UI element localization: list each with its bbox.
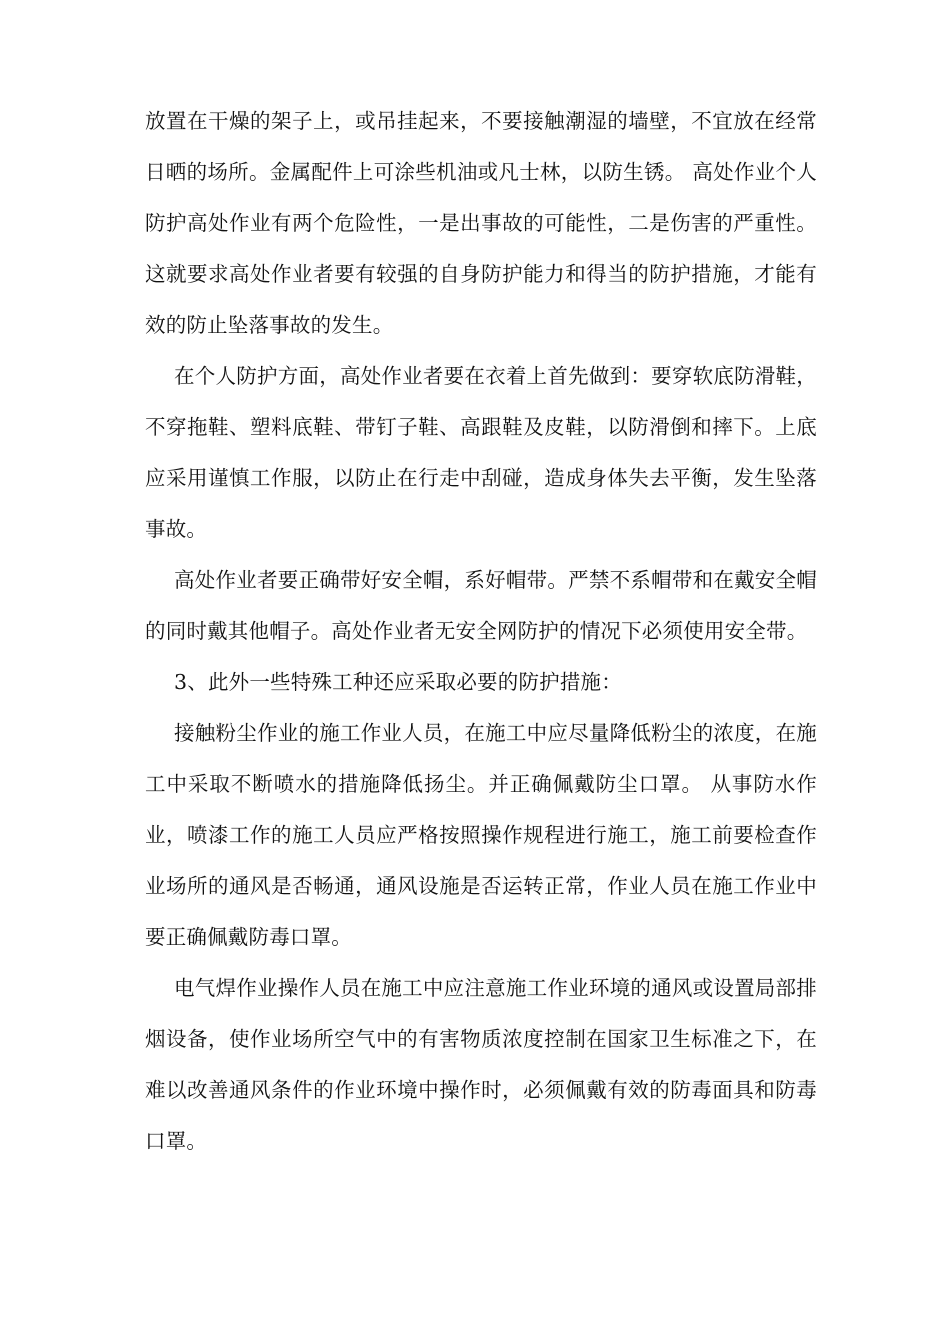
paragraph-storage-and-height-protection: 放置在干燥的架子上，或吊挂起来，不要接触潮湿的墙壁，不宜放在经常日晒的场所。金属配件上可涂些机油或凡士林，以防生锈。 高处作业个人防护高处作业有两个危险性，一是出事故的可能性，二是伤害的严重性。这就要求高处作业者要有较强的自身防护能力和得当的防护措施，才能有效的防止坠落事故的发生。 <box>145 109 817 337</box>
paragraph-dust-and-waterproofing: 接触粉尘作业的施工作业人员，在施工中应尽量降低粉尘的浓度，在施工中采取不断喷水的措施降低扬尘。并正确佩戴防尘口罩。 从事防水作业，喷漆工作的施工人员应严格按照操作规程进行施工，施工前要检查作业场所的通风是否畅通，通风设施是否运转正常，作业人员在施工作业中要正确佩戴防毒口罩。 <box>145 721 817 949</box>
document-body <box>145 96 817 1167</box>
paragraph-helmet-and-belt: 高处作业者要正确带好安全帽，系好帽带。严禁不系帽带和在戴安全帽的同时戴其他帽子。高处作业者无安全网防护的情况下必须使用安全带。 <box>145 568 817 643</box>
paragraph-welding-ventilation: 电气焊作业操作人员在施工中应注意施工作业环境的通风或设置局部排烟设备，使作业场所空气中的有害物质浓度控制在国家卫生标准之下，在难以改善通风条件的作业环境中操作时，必须佩戴有效的防毒面具和防毒口罩。 <box>145 976 817 1153</box>
paragraph-special-trades-heading: 3、此外一些特殊工种还应采取必要的防护措施： <box>174 670 622 694</box>
paragraph-personal-clothing: 在个人防护方面，高处作业者要在衣着上首先做到：要穿软底防滑鞋，不穿拖鞋、塑料底鞋、带钉子鞋、高跟鞋及皮鞋，以防滑倒和摔下。上底应采用谨慎工作服，以防止在行走中刮碰，造成身体失去平衡，发生坠落事故。 <box>145 364 817 541</box>
